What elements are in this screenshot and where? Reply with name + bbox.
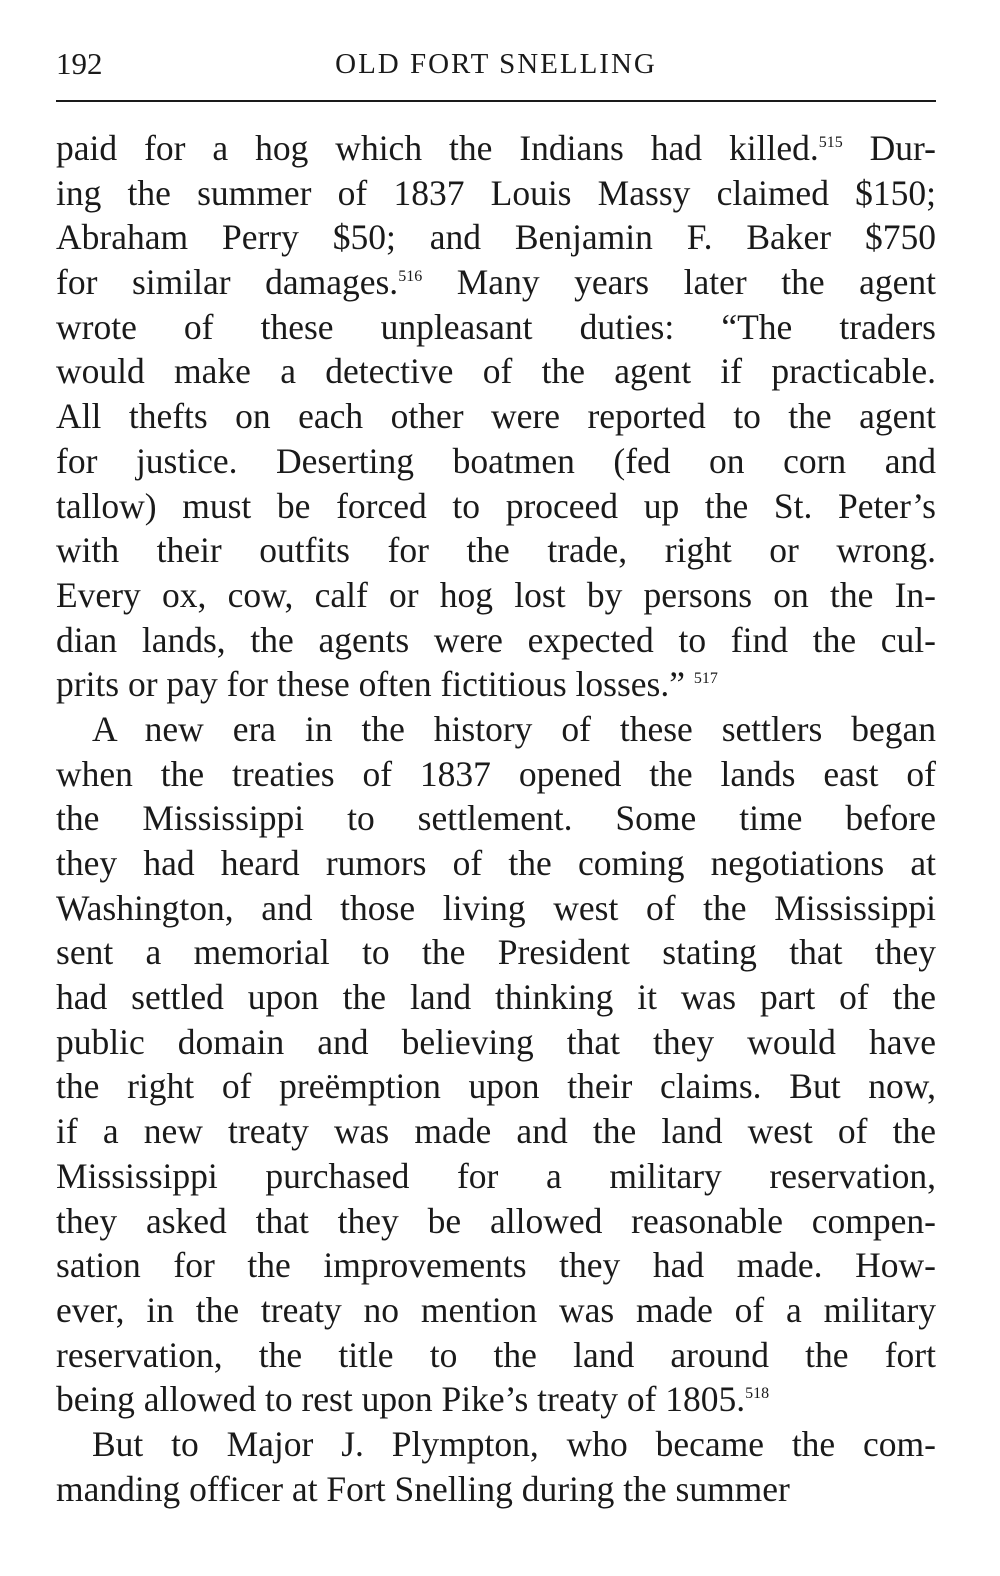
text-line — [56, 752, 936, 797]
text-line — [56, 1422, 936, 1467]
text-run: sation for the improvements they had made. How- — [56, 1245, 936, 1286]
text-run: Abraham Perry $50; and Benjamin F. Baker $750 — [56, 217, 936, 258]
text-line — [56, 1288, 936, 1333]
text-run: sent a memorial to the President stating that they — [56, 932, 936, 973]
text-run: reservation, the title to the land around the fort — [56, 1334, 936, 1375]
text-run: for justice. Deserting boatmen (fed on corn and — [56, 440, 936, 481]
body-text — [56, 126, 936, 1511]
text-run: Washington, and those living west of the Mississippi — [56, 887, 936, 928]
text-run: they had heard rumors of the coming negotiations at — [56, 843, 936, 883]
text-run: prits or pay for these often fictitious losses.” — [56, 664, 694, 705]
text-line — [56, 260, 936, 305]
text-line — [56, 528, 936, 573]
text-line — [56, 171, 936, 216]
text-run: dian lands, the agents were expected to find the cul- — [56, 619, 936, 660]
text-run: ing the summer of 1837 Louis Massy claimed $150; — [56, 172, 936, 213]
paragraph — [56, 707, 936, 1422]
text-run: wrote of these unpleasant duties: “The traders — [56, 306, 936, 347]
text-line — [56, 662, 936, 707]
text-run: had settled upon the land thinking it was part of the — [56, 977, 936, 1018]
header-rule — [56, 100, 936, 102]
text-line — [56, 886, 936, 931]
footnote-marker: 518 — [745, 1385, 770, 1403]
text-run: manding officer at Fort Snelling during the summer — [56, 1468, 790, 1509]
text-run: Dur- — [842, 128, 936, 168]
text-line — [56, 1377, 936, 1422]
text-run: the Mississippi to settlement. Some time before — [56, 798, 936, 839]
paragraph — [56, 1422, 936, 1511]
page-number: 192 — [56, 46, 103, 81]
text-run: paid for a hog which the Indians had killed. — [56, 128, 819, 168]
footnote-marker: 515 — [818, 134, 843, 151]
text-line — [56, 796, 936, 841]
text-run: ever, in the treaty no mention was made of a military — [56, 1289, 936, 1330]
text-run: Many years later the agent — [422, 262, 936, 303]
text-run: Mississippi purchased for a military reservation, — [56, 1155, 936, 1196]
text-line — [56, 439, 936, 484]
text-run: being allowed to rest upon Pike’s treaty of 1805. — [56, 1379, 746, 1420]
paragraph — [56, 126, 936, 707]
page-header — [56, 46, 936, 86]
text-line — [56, 573, 936, 618]
text-line — [56, 1199, 936, 1244]
text-line — [56, 1243, 936, 1288]
text-line — [56, 349, 936, 394]
text-line — [56, 1333, 936, 1378]
text-run: if a new treaty was made and the land west of the — [56, 1111, 936, 1152]
text-run: the right of preëmption upon their claims. But now, — [56, 1066, 936, 1107]
text-line — [56, 707, 936, 752]
text-line — [56, 930, 936, 975]
text-run: they asked that they be allowed reasonable compen- — [56, 1200, 936, 1241]
text-line — [56, 841, 936, 886]
text-line — [56, 126, 936, 171]
text-line — [56, 1109, 936, 1154]
text-run: public domain and believing that they would have — [56, 1021, 936, 1062]
text-line — [56, 484, 936, 529]
text-line — [56, 215, 936, 260]
text-line — [56, 1154, 936, 1199]
text-run: A new era in the history of these settlers began — [92, 708, 936, 749]
footnote-marker: 516 — [398, 268, 423, 286]
text-run: for similar damages. — [56, 262, 399, 303]
text-line — [56, 1020, 936, 1065]
footnote-marker: 517 — [693, 670, 718, 688]
text-line — [56, 1064, 936, 1109]
text-line — [56, 618, 936, 663]
running-title: OLD FORT SNELLING — [335, 48, 657, 80]
text-run: tallow) must be forced to proceed up the St. Peter’s — [56, 485, 936, 526]
text-run: with their outfits for the trade, right or wrong. — [56, 530, 936, 571]
text-run: But to Major J. Plympton, who became the com- — [92, 1423, 936, 1464]
text-run: would make a detective of the agent if practicable. — [56, 351, 936, 392]
text-run: Every ox, cow, calf or hog lost by persons on the In- — [56, 574, 936, 615]
text-line — [56, 394, 936, 439]
text-line — [56, 975, 936, 1020]
text-run: All thefts on each other were reported to the agent — [56, 396, 936, 437]
text-line — [56, 1467, 936, 1512]
text-line — [56, 305, 936, 350]
text-run: when the treaties of 1837 opened the lands east of — [56, 753, 936, 794]
